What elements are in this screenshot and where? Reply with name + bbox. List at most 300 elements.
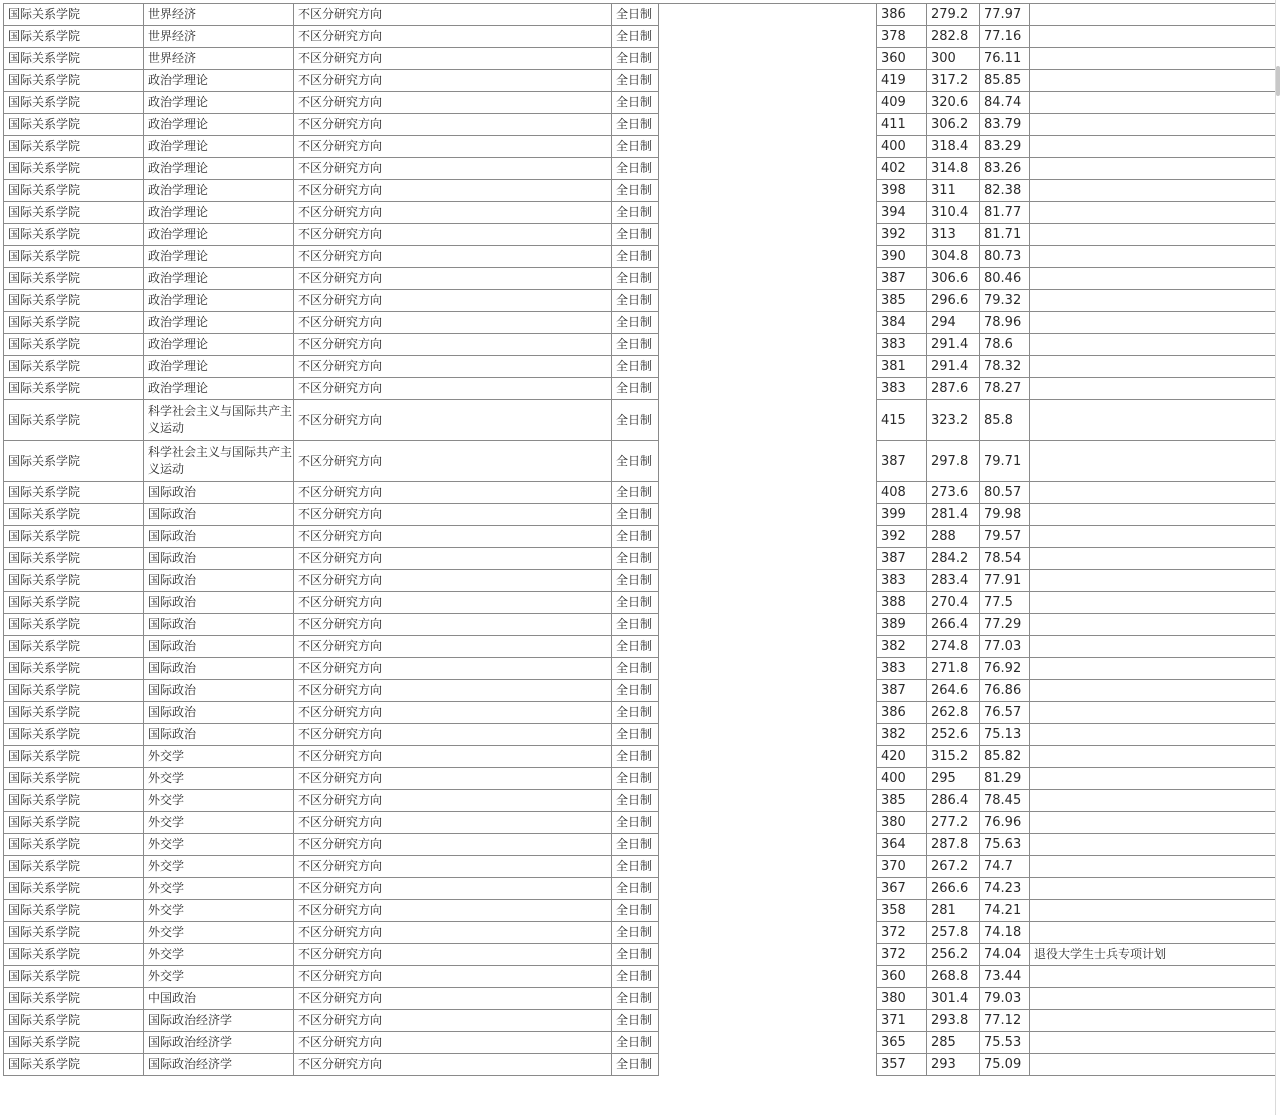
study-mode-cell: 全日制	[612, 114, 659, 136]
direction-cell: 不区分研究方向	[294, 966, 612, 988]
college-cell: 国际关系学院	[4, 702, 144, 724]
retest-score-cell: 288	[927, 526, 980, 548]
initial-score-cell: 357	[877, 1054, 927, 1076]
initial-score-cell: 408	[877, 482, 927, 504]
retest-score-cell: 311	[927, 180, 980, 202]
table-row	[4, 702, 1276, 724]
retest-score-cell: 267.2	[927, 856, 980, 878]
note-cell	[1030, 504, 1276, 526]
hidden-column-cell	[659, 136, 877, 158]
total-score-cell: 76.96	[980, 812, 1030, 834]
college-cell: 国际关系学院	[4, 202, 144, 224]
college-cell: 国际关系学院	[4, 988, 144, 1010]
hidden-column-cell	[659, 988, 877, 1010]
note-cell	[1030, 526, 1276, 548]
initial-score-cell: 360	[877, 966, 927, 988]
table-row	[4, 334, 1276, 356]
major-cell: 国际政治经济学	[144, 1010, 294, 1032]
retest-score-cell: 301.4	[927, 988, 980, 1010]
hidden-column-cell	[659, 1010, 877, 1032]
direction-cell: 不区分研究方向	[294, 790, 612, 812]
college-cell: 国际关系学院	[4, 790, 144, 812]
college-cell: 国际关系学院	[4, 378, 144, 400]
study-mode-cell: 全日制	[612, 680, 659, 702]
note-cell	[1030, 312, 1276, 334]
major-cell: 国际政治	[144, 504, 294, 526]
total-score-cell: 83.29	[980, 136, 1030, 158]
note-cell: 退役大学生士兵专项计划	[1030, 944, 1276, 966]
study-mode-cell: 全日制	[612, 768, 659, 790]
study-mode-cell: 全日制	[612, 724, 659, 746]
note-cell	[1030, 136, 1276, 158]
retest-score-cell: 314.8	[927, 158, 980, 180]
study-mode-cell: 全日制	[612, 834, 659, 856]
direction-cell: 不区分研究方向	[294, 356, 612, 378]
vertical-scrollbar[interactable]	[1276, 66, 1280, 96]
direction-cell: 不区分研究方向	[294, 900, 612, 922]
major-cell: 外交学	[144, 922, 294, 944]
hidden-column-cell	[659, 724, 877, 746]
major-cell: 国际政治经济学	[144, 1032, 294, 1054]
retest-score-cell: 264.6	[927, 680, 980, 702]
total-score-cell: 77.97	[980, 4, 1030, 26]
total-score-cell: 75.13	[980, 724, 1030, 746]
major-cell: 外交学	[144, 746, 294, 768]
college-cell: 国际关系学院	[4, 312, 144, 334]
note-cell	[1030, 790, 1276, 812]
college-cell: 国际关系学院	[4, 158, 144, 180]
hidden-column-cell	[659, 246, 877, 268]
initial-score-cell: 411	[877, 114, 927, 136]
major-cell: 政治学理论	[144, 136, 294, 158]
retest-score-cell: 318.4	[927, 136, 980, 158]
total-score-cell: 85.8	[980, 400, 1030, 441]
note-cell	[1030, 1032, 1276, 1054]
retest-score-cell: 270.4	[927, 592, 980, 614]
initial-score-cell: 420	[877, 746, 927, 768]
table-row	[4, 246, 1276, 268]
major-cell: 中国政治	[144, 988, 294, 1010]
retest-score-cell: 274.8	[927, 636, 980, 658]
total-score-cell: 74.04	[980, 944, 1030, 966]
college-cell: 国际关系学院	[4, 878, 144, 900]
retest-score-cell: 315.2	[927, 746, 980, 768]
initial-score-cell: 390	[877, 246, 927, 268]
direction-cell: 不区分研究方向	[294, 570, 612, 592]
study-mode-cell: 全日制	[612, 1032, 659, 1054]
total-score-cell: 78.54	[980, 548, 1030, 570]
major-cell: 科学社会主义与国际共产主义运动	[144, 441, 294, 482]
note-cell	[1030, 680, 1276, 702]
window-edge	[1275, 0, 1276, 1115]
direction-cell: 不区分研究方向	[294, 441, 612, 482]
study-mode-cell: 全日制	[612, 1054, 659, 1076]
note-cell	[1030, 378, 1276, 400]
total-score-cell: 77.91	[980, 570, 1030, 592]
retest-score-cell: 283.4	[927, 570, 980, 592]
table-row	[4, 224, 1276, 246]
hidden-column-cell	[659, 746, 877, 768]
note-cell	[1030, 114, 1276, 136]
note-cell	[1030, 900, 1276, 922]
retest-score-cell: 266.4	[927, 614, 980, 636]
total-score-cell: 78.96	[980, 312, 1030, 334]
total-score-cell: 73.44	[980, 966, 1030, 988]
college-cell: 国际关系学院	[4, 526, 144, 548]
major-cell: 外交学	[144, 878, 294, 900]
table-row	[4, 400, 1276, 441]
direction-cell: 不区分研究方向	[294, 482, 612, 504]
major-cell: 国际政治	[144, 548, 294, 570]
initial-score-cell: 409	[877, 92, 927, 114]
direction-cell: 不区分研究方向	[294, 944, 612, 966]
retest-score-cell: 257.8	[927, 922, 980, 944]
direction-cell: 不区分研究方向	[294, 378, 612, 400]
initial-score-cell: 383	[877, 658, 927, 680]
note-cell	[1030, 746, 1276, 768]
note-cell	[1030, 334, 1276, 356]
major-cell: 政治学理论	[144, 246, 294, 268]
total-score-cell: 76.11	[980, 48, 1030, 70]
retest-score-cell: 286.4	[927, 790, 980, 812]
table-row	[4, 356, 1276, 378]
table-row	[4, 114, 1276, 136]
note-cell	[1030, 592, 1276, 614]
initial-score-cell: 385	[877, 290, 927, 312]
study-mode-cell: 全日制	[612, 702, 659, 724]
initial-score-cell: 399	[877, 504, 927, 526]
total-score-cell: 76.92	[980, 658, 1030, 680]
college-cell: 国际关系学院	[4, 48, 144, 70]
table-row	[4, 290, 1276, 312]
major-cell: 国际政治	[144, 614, 294, 636]
initial-score-cell: 386	[877, 702, 927, 724]
note-cell	[1030, 1054, 1276, 1076]
direction-cell: 不区分研究方向	[294, 1054, 612, 1076]
direction-cell: 不区分研究方向	[294, 290, 612, 312]
direction-cell: 不区分研究方向	[294, 4, 612, 26]
total-score-cell: 77.29	[980, 614, 1030, 636]
hidden-column-cell	[659, 790, 877, 812]
retest-score-cell: 287.8	[927, 834, 980, 856]
hidden-column-cell	[659, 548, 877, 570]
hidden-column-cell	[659, 378, 877, 400]
table-row	[4, 504, 1276, 526]
note-cell	[1030, 441, 1276, 482]
hidden-column-cell	[659, 702, 877, 724]
retest-score-cell: 273.6	[927, 482, 980, 504]
major-cell: 政治学理论	[144, 158, 294, 180]
retest-score-cell: 291.4	[927, 356, 980, 378]
note-cell	[1030, 658, 1276, 680]
initial-score-cell: 392	[877, 526, 927, 548]
retest-score-cell: 285	[927, 1032, 980, 1054]
note-cell	[1030, 268, 1276, 290]
table-row	[4, 482, 1276, 504]
total-score-cell: 80.73	[980, 246, 1030, 268]
retest-score-cell: 294	[927, 312, 980, 334]
hidden-column-cell	[659, 180, 877, 202]
college-cell: 国际关系学院	[4, 441, 144, 482]
college-cell: 国际关系学院	[4, 856, 144, 878]
table-row	[4, 26, 1276, 48]
total-score-cell: 78.45	[980, 790, 1030, 812]
major-cell: 科学社会主义与国际共产主义运动	[144, 400, 294, 441]
direction-cell: 不区分研究方向	[294, 614, 612, 636]
major-cell: 国际政治	[144, 570, 294, 592]
initial-score-cell: 367	[877, 878, 927, 900]
college-cell: 国际关系学院	[4, 26, 144, 48]
direction-cell: 不区分研究方向	[294, 658, 612, 680]
college-cell: 国际关系学院	[4, 1010, 144, 1032]
initial-score-cell: 382	[877, 636, 927, 658]
table-row	[4, 966, 1276, 988]
direction-cell: 不区分研究方向	[294, 636, 612, 658]
note-cell	[1030, 158, 1276, 180]
retest-score-cell: 320.6	[927, 92, 980, 114]
initial-score-cell: 400	[877, 768, 927, 790]
initial-score-cell: 378	[877, 26, 927, 48]
table-row	[4, 636, 1276, 658]
total-score-cell: 75.53	[980, 1032, 1030, 1054]
hidden-column-cell	[659, 592, 877, 614]
initial-score-cell: 364	[877, 834, 927, 856]
note-cell	[1030, 356, 1276, 378]
major-cell: 国际政治	[144, 636, 294, 658]
study-mode-cell: 全日制	[612, 790, 659, 812]
note-cell	[1030, 48, 1276, 70]
direction-cell: 不区分研究方向	[294, 812, 612, 834]
college-cell: 国际关系学院	[4, 92, 144, 114]
direction-cell: 不区分研究方向	[294, 834, 612, 856]
initial-score-cell: 358	[877, 900, 927, 922]
hidden-column-cell	[659, 834, 877, 856]
note-cell	[1030, 614, 1276, 636]
note-cell	[1030, 988, 1276, 1010]
table-row	[4, 1010, 1276, 1032]
college-cell: 国际关系学院	[4, 724, 144, 746]
direction-cell: 不区分研究方向	[294, 246, 612, 268]
retest-score-cell: 266.6	[927, 878, 980, 900]
initial-score-cell: 383	[877, 334, 927, 356]
direction-cell: 不区分研究方向	[294, 136, 612, 158]
note-cell	[1030, 224, 1276, 246]
retest-score-cell: 291.4	[927, 334, 980, 356]
hidden-column-cell	[659, 1054, 877, 1076]
direction-cell: 不区分研究方向	[294, 158, 612, 180]
direction-cell: 不区分研究方向	[294, 224, 612, 246]
note-cell	[1030, 26, 1276, 48]
note-cell	[1030, 724, 1276, 746]
initial-score-cell: 365	[877, 1032, 927, 1054]
table-row	[4, 988, 1276, 1010]
college-cell: 国际关系学院	[4, 768, 144, 790]
table-row	[4, 614, 1276, 636]
note-cell	[1030, 812, 1276, 834]
major-cell: 政治学理论	[144, 378, 294, 400]
study-mode-cell: 全日制	[612, 592, 659, 614]
major-cell: 政治学理论	[144, 290, 294, 312]
study-mode-cell: 全日制	[612, 441, 659, 482]
study-mode-cell: 全日制	[612, 48, 659, 70]
hidden-column-cell	[659, 658, 877, 680]
college-cell: 国际关系学院	[4, 4, 144, 26]
direction-cell: 不区分研究方向	[294, 526, 612, 548]
study-mode-cell: 全日制	[612, 482, 659, 504]
college-cell: 国际关系学院	[4, 922, 144, 944]
study-mode-cell: 全日制	[612, 246, 659, 268]
hidden-column-cell	[659, 224, 877, 246]
major-cell: 世界经济	[144, 48, 294, 70]
hidden-column-cell	[659, 356, 877, 378]
total-score-cell: 85.82	[980, 746, 1030, 768]
major-cell: 外交学	[144, 900, 294, 922]
total-score-cell: 78.6	[980, 334, 1030, 356]
note-cell	[1030, 878, 1276, 900]
table-row	[4, 180, 1276, 202]
study-mode-cell: 全日制	[612, 614, 659, 636]
hidden-column-cell	[659, 878, 877, 900]
study-mode-cell: 全日制	[612, 900, 659, 922]
direction-cell: 不区分研究方向	[294, 724, 612, 746]
major-cell: 政治学理论	[144, 70, 294, 92]
total-score-cell: 81.29	[980, 768, 1030, 790]
initial-score-cell: 402	[877, 158, 927, 180]
total-score-cell: 83.79	[980, 114, 1030, 136]
initial-score-cell: 382	[877, 724, 927, 746]
retest-score-cell: 268.8	[927, 966, 980, 988]
direction-cell: 不区分研究方向	[294, 70, 612, 92]
hidden-column-cell	[659, 812, 877, 834]
study-mode-cell: 全日制	[612, 334, 659, 356]
major-cell: 政治学理论	[144, 356, 294, 378]
retest-score-cell: 256.2	[927, 944, 980, 966]
initial-score-cell: 387	[877, 441, 927, 482]
college-cell: 国际关系学院	[4, 834, 144, 856]
direction-cell: 不区分研究方向	[294, 548, 612, 570]
college-cell: 国际关系学院	[4, 900, 144, 922]
hidden-column-cell	[659, 526, 877, 548]
college-cell: 国际关系学院	[4, 812, 144, 834]
initial-score-cell: 360	[877, 48, 927, 70]
major-cell: 政治学理论	[144, 114, 294, 136]
study-mode-cell: 全日制	[612, 202, 659, 224]
direction-cell: 不区分研究方向	[294, 746, 612, 768]
college-cell: 国际关系学院	[4, 70, 144, 92]
table-row	[4, 724, 1276, 746]
hidden-column-cell	[659, 441, 877, 482]
major-cell: 外交学	[144, 768, 294, 790]
table-row	[4, 1032, 1276, 1054]
initial-score-cell: 371	[877, 1010, 927, 1032]
initial-score-cell: 386	[877, 4, 927, 26]
table-row	[4, 526, 1276, 548]
note-cell	[1030, 570, 1276, 592]
hidden-column-cell	[659, 312, 877, 334]
note-cell	[1030, 290, 1276, 312]
initial-score-cell: 389	[877, 614, 927, 636]
retest-score-cell: 279.2	[927, 4, 980, 26]
major-cell: 国际政治	[144, 658, 294, 680]
major-cell: 政治学理论	[144, 334, 294, 356]
hidden-column-cell	[659, 202, 877, 224]
college-cell: 国际关系学院	[4, 1032, 144, 1054]
study-mode-cell: 全日制	[612, 746, 659, 768]
retest-score-cell: 296.6	[927, 290, 980, 312]
note-cell	[1030, 246, 1276, 268]
direction-cell: 不区分研究方向	[294, 878, 612, 900]
direction-cell: 不区分研究方向	[294, 268, 612, 290]
hidden-column-cell	[659, 504, 877, 526]
study-mode-cell: 全日制	[612, 92, 659, 114]
total-score-cell: 84.74	[980, 92, 1030, 114]
retest-score-cell: 252.6	[927, 724, 980, 746]
retest-score-cell: 304.8	[927, 246, 980, 268]
initial-score-cell: 385	[877, 790, 927, 812]
retest-score-cell: 295	[927, 768, 980, 790]
direction-cell: 不区分研究方向	[294, 114, 612, 136]
admission-score-table	[3, 3, 1276, 1076]
direction-cell: 不区分研究方向	[294, 202, 612, 224]
major-cell: 国际政治	[144, 702, 294, 724]
major-cell: 外交学	[144, 834, 294, 856]
study-mode-cell: 全日制	[612, 966, 659, 988]
study-mode-cell: 全日制	[612, 400, 659, 441]
initial-score-cell: 394	[877, 202, 927, 224]
study-mode-cell: 全日制	[612, 158, 659, 180]
direction-cell: 不区分研究方向	[294, 1032, 612, 1054]
total-score-cell: 79.57	[980, 526, 1030, 548]
hidden-column-cell	[659, 4, 877, 26]
initial-score-cell: 387	[877, 268, 927, 290]
major-cell: 政治学理论	[144, 312, 294, 334]
major-cell: 政治学理论	[144, 92, 294, 114]
table-row	[4, 922, 1276, 944]
note-cell	[1030, 1010, 1276, 1032]
hidden-column-cell	[659, 966, 877, 988]
table-row	[4, 944, 1276, 966]
retest-score-cell: 281	[927, 900, 980, 922]
college-cell: 国际关系学院	[4, 966, 144, 988]
initial-score-cell: 387	[877, 548, 927, 570]
note-cell	[1030, 702, 1276, 724]
college-cell: 国际关系学院	[4, 114, 144, 136]
hidden-column-cell	[659, 70, 877, 92]
college-cell: 国际关系学院	[4, 356, 144, 378]
direction-cell: 不区分研究方向	[294, 922, 612, 944]
retest-score-cell: 293.8	[927, 1010, 980, 1032]
study-mode-cell: 全日制	[612, 878, 659, 900]
table-row	[4, 548, 1276, 570]
study-mode-cell: 全日制	[612, 180, 659, 202]
study-mode-cell: 全日制	[612, 268, 659, 290]
hidden-column-cell	[659, 26, 877, 48]
retest-score-cell: 262.8	[927, 702, 980, 724]
table-row	[4, 812, 1276, 834]
college-cell: 国际关系学院	[4, 180, 144, 202]
total-score-cell: 77.12	[980, 1010, 1030, 1032]
total-score-cell: 79.03	[980, 988, 1030, 1010]
study-mode-cell: 全日制	[612, 356, 659, 378]
college-cell: 国际关系学院	[4, 268, 144, 290]
college-cell: 国际关系学院	[4, 136, 144, 158]
study-mode-cell: 全日制	[612, 922, 659, 944]
college-cell: 国际关系学院	[4, 658, 144, 680]
initial-score-cell: 400	[877, 136, 927, 158]
total-score-cell: 79.98	[980, 504, 1030, 526]
table-row	[4, 92, 1276, 114]
retest-score-cell: 281.4	[927, 504, 980, 526]
